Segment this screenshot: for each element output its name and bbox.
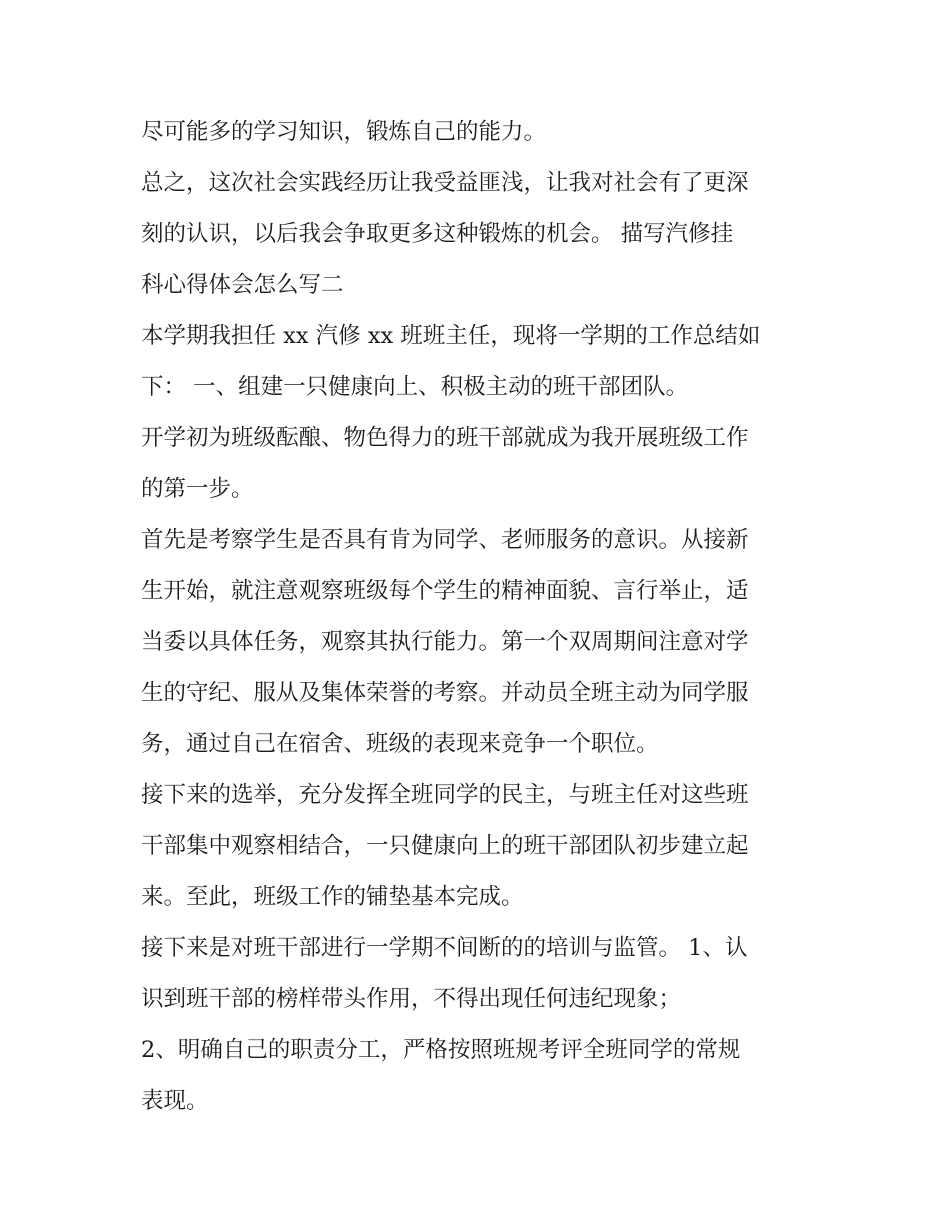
text-line: 总之，这次社会实践经历让我受益匪浅，让我对社会有了更深 [141, 170, 749, 196]
text-line: 下： 一、组建一只健康向上、积极主动的班干部团队。 [141, 374, 689, 400]
text-line: 刻的认识，以后我会争取更多这种锻炼的机会。 描写汽修挂 [141, 221, 734, 247]
text-line: 本学期我担任 xx 汽修 xx 班班主任，现将一学期的工作总结如 [141, 323, 761, 349]
text-line: 接下来的选举，充分发挥全班同学的民主，与班主任对这些班 [141, 782, 749, 808]
text-line: 开学初为班级酝酿、物色得力的班干部就成为我开展班级工作 [141, 425, 749, 451]
text-line: 首先是考察学生是否具有肯为同学、老师服务的意识。从接新 [141, 527, 749, 553]
text-line: 的第一步。 [141, 476, 254, 502]
text-line: 科心得体会怎么写二 [141, 272, 344, 298]
text-line: 来。至此，班级工作的铺垫基本完成。 [141, 884, 524, 910]
text-line: 生开始，就注意观察班级每个学生的精神面貌、言行举止，适 [141, 578, 749, 604]
text-line: 当委以具体任务，观察其执行能力。第一个双周期间注意对学 [141, 629, 749, 655]
text-line: 尽可能多的学习知识，锻炼自己的能力。 [141, 119, 547, 145]
text-line: 生的守纪、服从及集体荣誉的考察。并动员全班主动为同学服 [141, 680, 749, 706]
text-line: 2、明确自己的职责分工，严格按照班规考评全班同学的常规 [141, 1037, 741, 1063]
text-line: 识到班干部的榜样带头作用，不得出现任何违纪现象； [141, 986, 682, 1012]
text-line: 接下来是对班干部进行一学期不间断的的培训与监管。 1、认 [141, 935, 748, 961]
document-body [141, 107, 821, 1127]
text-line: 干部集中观察相结合，一只健康向上的班干部团队初步建立起 [141, 833, 749, 859]
text-line: 务，通过自己在宿舍、班级的表现来竞争一个职位。 [141, 731, 659, 757]
text-line: 表现。 [141, 1088, 209, 1114]
